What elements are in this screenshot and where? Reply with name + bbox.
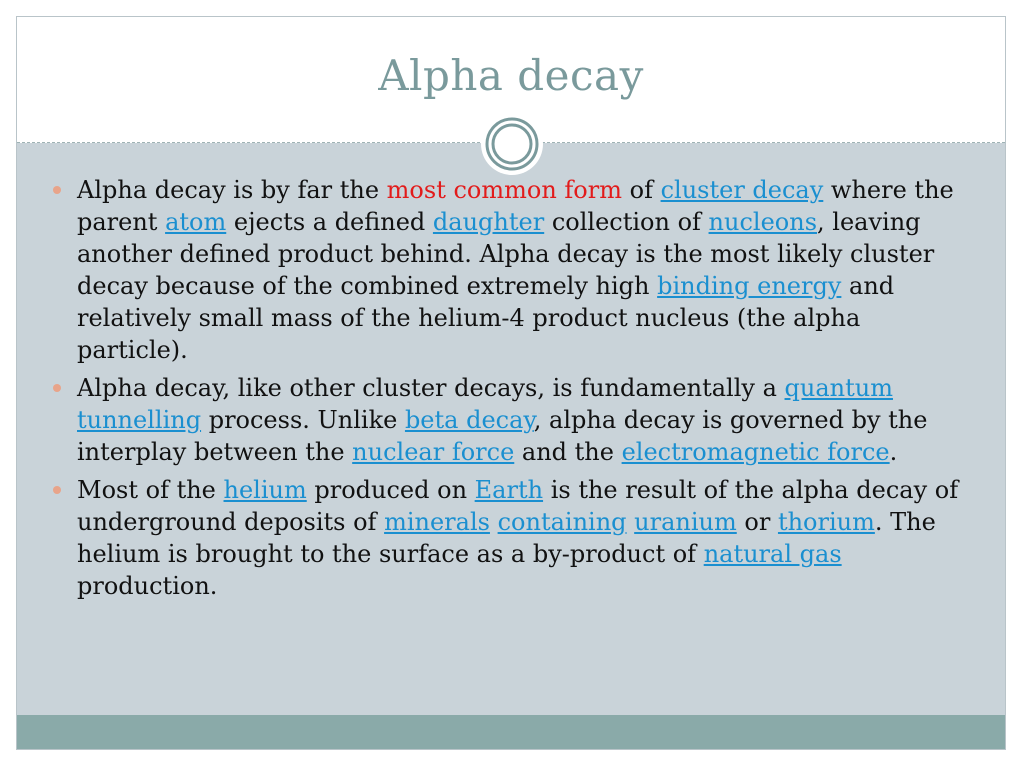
bullet-dot-icon <box>53 486 61 494</box>
hyperlink[interactable]: beta decay <box>404 406 534 434</box>
hyperlink[interactable]: electromagnetic force <box>621 438 890 466</box>
bullet-text <box>490 508 498 536</box>
bullet-dot-icon <box>53 384 61 392</box>
hyperlink[interactable]: daughter <box>432 208 545 236</box>
hyperlink[interactable]: natural gas <box>703 540 842 568</box>
bullet-text: Alpha decay, like other cluster decays, is fundamentally a <box>77 374 785 402</box>
hyperlink[interactable]: nuclear force <box>352 438 515 466</box>
bullet-text: collection of <box>544 208 709 236</box>
bullet-text: . The helium is brought to the surface as a by-product of <box>77 508 936 568</box>
bullet-text: Alpha decay is by far the <box>77 176 387 204</box>
hyperlink[interactable]: Earth <box>474 476 544 504</box>
bullet-text: produced on <box>306 476 475 504</box>
slide <box>16 16 1006 750</box>
bullet-text: of <box>621 176 661 204</box>
hyperlink[interactable]: thorium <box>777 508 875 536</box>
bullet-text: process. Unlike <box>201 406 405 434</box>
bullet-text: and relatively small mass of the helium-4 product nucleus (the alpha particle). <box>77 272 895 364</box>
hyperlink[interactable]: helium <box>223 476 307 504</box>
bullet-text: or <box>736 508 778 536</box>
bullet-item <box>53 174 973 366</box>
bullet-text: where the parent <box>77 176 954 236</box>
bullet-list <box>53 174 973 608</box>
footer-band <box>17 715 1005 749</box>
bullet-item <box>53 372 973 468</box>
hyperlink[interactable]: quantum tunnelling <box>77 374 893 434</box>
hyperlink[interactable]: atom <box>165 208 227 236</box>
slide-title: Alpha decay <box>378 51 644 100</box>
bullet-text: ejects a defined <box>226 208 433 236</box>
hyperlink[interactable]: cluster decay <box>660 176 824 204</box>
hyperlink[interactable]: containing <box>497 508 627 536</box>
bullet-text: , alpha decay is governed by the interplay between the <box>77 406 928 466</box>
hyperlink[interactable]: uranium <box>634 508 737 536</box>
bullet-text: . <box>889 438 898 466</box>
bullet-text: Most of the <box>77 476 224 504</box>
hyperlink[interactable]: binding energy <box>657 272 842 300</box>
bullet-item <box>53 474 973 602</box>
bullet-text: is the result of the alpha decay of underground deposits of <box>77 476 959 536</box>
bullet-text: production. <box>77 572 218 600</box>
hyperlink[interactable]: minerals <box>384 508 490 536</box>
bullet-dot-icon <box>53 186 61 194</box>
ring-ornament-icon <box>481 113 543 175</box>
bullet-text: and the <box>514 438 622 466</box>
highlighted-text: most common form <box>386 176 622 204</box>
bullet-text: , leaving another defined product behind. Alpha decay is the most likely cluster decay because of the combined extremely high <box>77 208 935 300</box>
hyperlink[interactable]: nucleons <box>708 208 818 236</box>
